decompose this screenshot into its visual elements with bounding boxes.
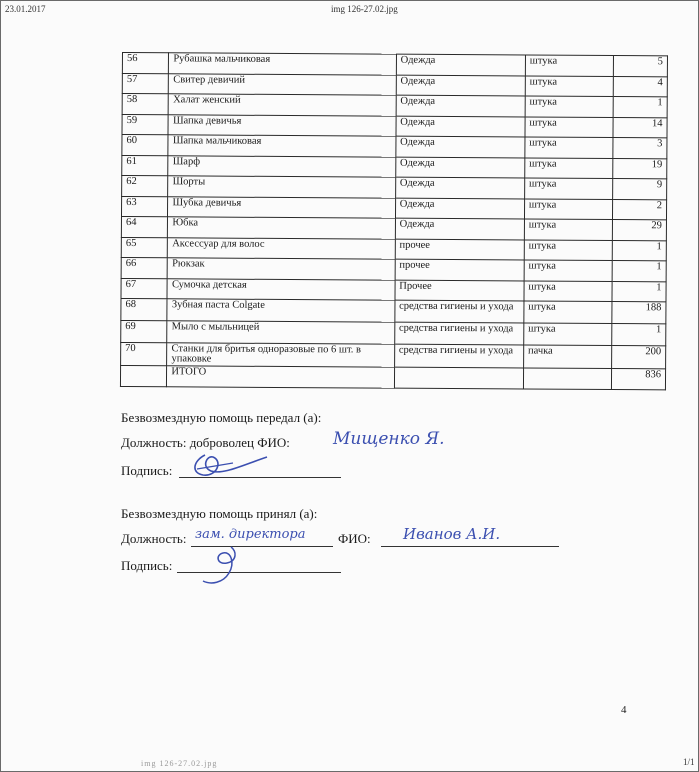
row-number: 57 xyxy=(122,73,168,94)
footer-page-count: 1/1 xyxy=(683,757,695,767)
handed-heading: Безвозмездную помощь передал (а): xyxy=(121,410,322,425)
item-unit: штука xyxy=(524,219,612,240)
handed-signature-label: Подпись: xyxy=(121,463,173,478)
item-unit: штука xyxy=(524,260,612,281)
handed-name-handwritten: Мищенко Я. xyxy=(333,429,445,449)
item-unit: пачка xyxy=(523,345,611,369)
received-fio-line xyxy=(381,546,559,547)
item-category: Одежда xyxy=(396,136,525,157)
item-unit: штука xyxy=(525,75,613,96)
handed-signature-scribble xyxy=(183,447,273,483)
item-name: Сумочка детская xyxy=(167,278,394,300)
item-quantity: 1 xyxy=(611,323,666,345)
item-quantity: 1 xyxy=(612,281,666,302)
item-unit: штука xyxy=(524,198,612,219)
row-number: 56 xyxy=(122,53,168,74)
item-category: Одежда xyxy=(395,218,524,239)
item-name: Станки для бритья одноразовые по 6 шт. в упаковке xyxy=(167,343,394,367)
item-quantity: 14 xyxy=(613,117,667,138)
item-quantity: 1 xyxy=(612,260,666,281)
table-row xyxy=(121,342,666,368)
received-signature-scribble xyxy=(197,541,257,589)
received-fio-label: ФИО: xyxy=(338,531,371,546)
item-name: Рубашка мальчиковая xyxy=(169,53,396,75)
row-number: 65 xyxy=(121,237,167,258)
row-number: 63 xyxy=(121,196,167,217)
item-name: Свитер девичий xyxy=(169,73,396,95)
item-name: Шапка девичья xyxy=(168,114,395,136)
item-quantity: 200 xyxy=(611,345,666,368)
row-number: 68 xyxy=(121,298,168,320)
handed-position-label: Должность: доброволец ФИО: xyxy=(121,435,290,450)
total-category xyxy=(394,367,523,388)
item-category: Одежда xyxy=(395,177,524,198)
item-name: Рюкзак xyxy=(167,258,394,280)
item-quantity: 1 xyxy=(613,96,667,117)
total-row xyxy=(120,365,665,389)
item-category: Одежда xyxy=(396,54,525,75)
item-unit: штука xyxy=(524,323,612,346)
goods-table xyxy=(120,52,668,390)
item-unit: штука xyxy=(524,239,612,260)
row-number: 58 xyxy=(122,94,168,115)
item-unit: штука xyxy=(524,280,612,301)
item-category: прочее xyxy=(395,259,524,280)
item-quantity: 9 xyxy=(612,178,666,199)
total-quantity: 836 xyxy=(611,368,665,389)
item-category: Одежда xyxy=(395,157,524,178)
row-number: 61 xyxy=(122,155,168,176)
footer-filename: img 126-27.02.jpg xyxy=(141,759,218,768)
received-position-label: Должность: xyxy=(121,531,187,546)
item-unit: штука xyxy=(525,116,613,137)
item-name: Зубная паста Colgate xyxy=(167,299,394,322)
received-position-handwritten: зам. директора xyxy=(195,527,306,542)
item-quantity: 4 xyxy=(613,76,667,97)
item-category: средства гигиены и ухода xyxy=(394,344,523,368)
item-category: Одежда xyxy=(395,198,524,219)
item-category: средства гигиены и ухода xyxy=(394,322,523,345)
row-number: 70 xyxy=(121,342,168,365)
item-name: Шапка мальчиковая xyxy=(168,135,395,157)
item-quantity: 3 xyxy=(612,137,666,158)
item-category: средства гигиены и ухода xyxy=(395,300,524,323)
row-number: 64 xyxy=(121,216,167,237)
received-heading: Безвозмездную помощь принял (а): xyxy=(121,506,318,521)
item-unit: штука xyxy=(525,157,613,178)
item-name: Юбка xyxy=(168,217,395,239)
item-category: Одежда xyxy=(396,95,525,116)
item-unit: штука xyxy=(525,96,613,117)
item-unit: штука xyxy=(524,178,612,199)
item-name: Мыло с мыльницей xyxy=(167,321,394,344)
item-unit: штука xyxy=(525,137,613,158)
item-name: Шубка девичья xyxy=(168,196,395,218)
item-name: Шарф xyxy=(168,155,395,177)
row-number: 60 xyxy=(122,135,168,156)
page-number: 4 xyxy=(621,704,627,716)
row-number: 59 xyxy=(122,114,168,135)
item-unit: штука xyxy=(525,55,613,76)
total-row-number xyxy=(120,365,166,386)
item-quantity: 188 xyxy=(611,301,666,323)
item-category: Прочее xyxy=(395,280,524,301)
item-name: Шорты xyxy=(168,176,395,198)
item-quantity: 2 xyxy=(612,199,666,220)
item-unit: штука xyxy=(524,301,612,324)
row-number: 69 xyxy=(121,320,168,342)
item-quantity: 5 xyxy=(613,56,667,77)
item-category: Одежда xyxy=(396,75,525,96)
received-name-handwritten: Иванов А.И. xyxy=(403,525,501,543)
item-quantity: 29 xyxy=(612,219,666,240)
print-date: 23.01.2017 xyxy=(5,4,46,14)
item-name: Аксессуар для волос xyxy=(168,237,395,259)
item-quantity: 1 xyxy=(612,240,666,261)
row-number: 62 xyxy=(122,176,168,197)
row-number: 67 xyxy=(121,278,167,299)
total-unit xyxy=(523,368,611,389)
item-category: прочее xyxy=(395,239,524,260)
item-category: Одежда xyxy=(396,116,525,137)
print-filename: img 126-27.02.jpg xyxy=(331,4,398,14)
item-quantity: 19 xyxy=(612,158,666,179)
total-label: ИТОГО xyxy=(167,366,394,388)
received-signature-label: Подпись: xyxy=(121,558,173,573)
item-name: Халат женский xyxy=(168,94,395,116)
row-number: 66 xyxy=(121,257,167,278)
